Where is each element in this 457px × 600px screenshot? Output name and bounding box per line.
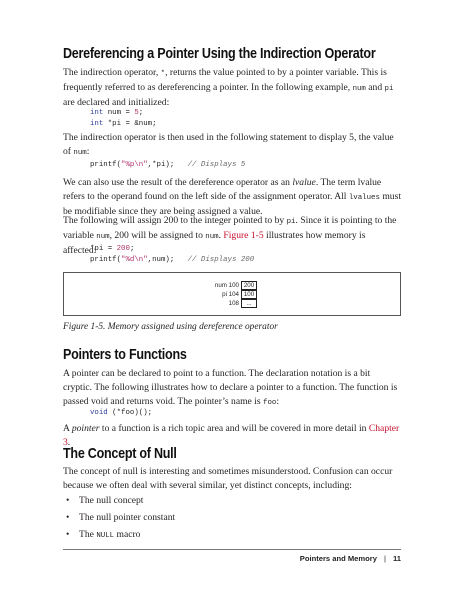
page-footer <box>300 554 401 563</box>
code-block-printf-pi: printf("%p\n",*pi); // Displays 5 <box>90 161 246 169</box>
section-heading-function-pointers: Pointers to Functions <box>63 347 187 363</box>
memory-label: num 100 <box>214 282 239 289</box>
figure-memory-diagram <box>63 272 401 316</box>
section-heading-null: The Concept of Null <box>63 446 177 462</box>
paragraph-null-intro: The concept of null is interesting and sometimes misunderstood. Confusion can occur because we often deal with several similar, yet distinct concepts, including: <box>63 466 393 491</box>
list-item: • The null pointer constant <box>63 511 401 525</box>
paragraph-function-pointer-more: A pointer to a function is a rich topic area and will be covered in more detail in Chapter 3. <box>63 423 400 448</box>
footer-separator: | <box>383 554 386 563</box>
footer-rule <box>63 549 401 550</box>
paragraph-function-pointer: A pointer can be declared to point to a function. The declaration notation is a bit cryptic. The following illustrates how to declare a pointer to a function. The function is passed void and returns void. The pointer’s name is foo: <box>63 368 398 407</box>
paragraph-assign-200: The following will assign 200 to the integer pointed to by pi. Since it is pointing to the variable num, 200 will be assigned to num. Figure 1-5 illustrates how memory is affected: <box>63 215 397 256</box>
memory-cell: 200 <box>241 281 257 290</box>
figure-1-5-link[interactable]: Figure 1-5 <box>223 230 264 241</box>
code-block-declarations: int num = 5; int *pi = &num; <box>90 109 157 128</box>
memory-row-108 <box>169 299 319 309</box>
code-block-assign: *pi = 200; printf("%d\n",num); // Displays 200 <box>90 245 255 264</box>
memory-cell: ... <box>241 299 257 308</box>
paragraph-lvalue: We can also use the result of the dereference operator as an lvalue. The term lvalue refers to the operand found on the left side of the assignment operator. All lvalues must be modifiable since they are being assigned a value. <box>63 177 401 217</box>
list-item: • The null concept <box>63 494 401 508</box>
section-heading-dereferencing: Dereferencing a Pointer Using the Indirection Operator <box>63 46 376 62</box>
list-item: • The NULL macro <box>63 528 401 543</box>
memory-cell: 100 <box>241 290 257 299</box>
memory-label: 108 <box>228 300 239 307</box>
footer-chapter-title: Pointers and Memory <box>299 554 377 563</box>
page-number: 11 <box>392 554 401 563</box>
paragraph-indirection-display: The indirection operator is then used in the following statement to display 5, the value of num: <box>63 132 394 157</box>
figure-caption: Figure 1-5. Memory assigned using dereference operator <box>63 322 278 332</box>
null-concepts-list <box>63 494 401 546</box>
memory-label: pi 104 <box>222 291 239 298</box>
paragraph-indirection-intro: The indirection operator, *, returns the value pointed to by a pointer variable. This is frequently referred to as dereferencing a pointer. In the following example, num and pi are declared and initialized: <box>63 67 394 108</box>
chapter-3-link[interactable]: Chapter 3 <box>63 423 400 448</box>
code-block-function-pointer: void (*foo)(); <box>90 409 153 417</box>
